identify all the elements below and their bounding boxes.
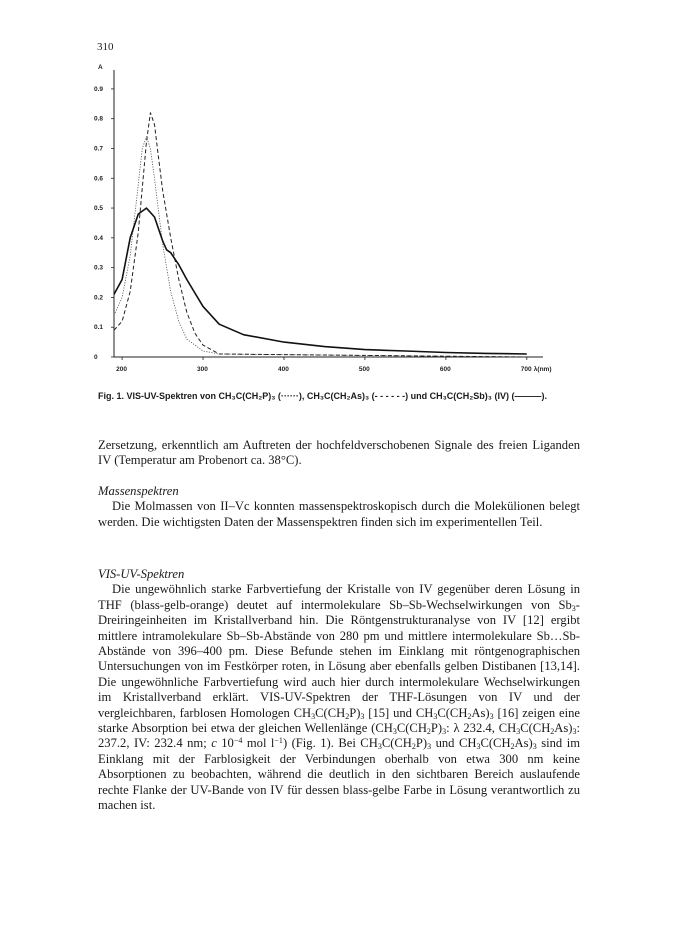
chart-ticks — [94, 86, 552, 373]
x-tick-label: 400 — [277, 366, 289, 373]
caption-label: Fig. 1. — [98, 391, 125, 401]
section-mass-spectra — [98, 484, 580, 530]
x-tick-label: 700 — [520, 366, 532, 373]
figure-caption — [98, 390, 588, 402]
paragraph-text: Die ungewöhnlich starke Farbvertiefung der Kristalle von IV gegenüber deren Lösung in THF (blass-gelb-orange) deutet auf intermolekulare Sb–Sb-Wechselwirkungen von $Sb_3$-Dreiringeinheiten im Kristallverband hin. Die Röntgenstrukturanalyse von IV [12] ergibt mittlere intramolekulare Sb–Sb-Abstände von 280 pm und mittlere intermolekulare Sb…Sb-Abstände von 396–400 pm. Diese Befunde stehen im Einklang mit röntgenographischen Untersuchungen von im Festkörper roten, in Lösung aber ebenfalls gelben Distibanen [13,14]. Die ungewöhnliche Farbvertiefung wird auch hier durch intermolekulare Wechselwirkungen im Kristallverband erklärt. VIS-UV-Spektren der THF-Lösungen von IV und der vergleichbaren, farblosen Homologen $CH_3C(CH_2P)_3$ [15] und $CH_3C(CH_2As)_3$ [16] zeigen eine starke Absorption bei etwa der gleichen Wellenlänge ($CH_3C(CH_2P)_3$: λ 232.4, $CH_3C(CH_2As)_3$: 237.2, IV: 232.4 nm; c $10^{-4}$ mol $l^{-1}$) (Fig. 1). Bei $CH_3C(CH_2P)_3$ und $CH_3C(CH_2As)_3$ sind im Einklang mit der Farblosigkeit der Verbindungen oberhalb von etwa 300 nm keine Absorptionen zu beobachten, während die deutlich in den sichtbaren Bereich auslaufende rechte Flanke der UV-Bande von IV für dessen blass-gelbe Farbe in Lösung verantwortlich zu machen ist. — [98, 582, 580, 813]
page-number: 310 — [97, 41, 114, 53]
chart-axes — [98, 64, 543, 357]
uv-vis-spectrum-chart — [88, 62, 558, 392]
x-tick-label: 600 — [439, 366, 451, 373]
section-heading: Massenspektren — [98, 484, 179, 498]
y-tick-label: 0.3 — [94, 264, 104, 272]
x-tick-label: 200 — [116, 366, 127, 373]
series-line-dashed — [114, 113, 527, 357]
y-tick-label: 0 — [94, 354, 98, 361]
y-tick-label: 0.2 — [94, 294, 104, 302]
x-axis-unit-label: λ(nm) — [533, 366, 552, 373]
series-line-dotted — [114, 137, 527, 357]
y-tick-label: 0.8 — [94, 115, 104, 123]
paragraph-text: Zersetzung, erkenntlich am Auftreten der hochfeldverschobenen Signale des freien Liganden IV (Temperatur am Probenort ca. 38°C). — [98, 438, 580, 468]
y-tick-label: 0.6 — [94, 175, 104, 183]
paragraph-continuation — [98, 438, 580, 469]
chart-series — [114, 113, 527, 357]
y-tick-label: 0.9 — [94, 85, 104, 93]
y-tick-label: 0.5 — [94, 205, 104, 213]
section-vis-uv-spectra — [98, 567, 580, 814]
y-tick-label: 0.1 — [94, 324, 104, 332]
x-tick-label: 500 — [358, 366, 370, 373]
y-axis-label: A — [98, 64, 103, 71]
x-tick-label: 300 — [197, 366, 208, 373]
caption-text: VIS-UV-Spektren von CH₃C(CH₂P)₃ (······), CH₃C(CH₂As)₃ (- - - - - -) und CH₃C(CH₂Sb)₃ (IV) (———). — [126, 391, 547, 401]
section-heading: VIS-UV-Spektren — [98, 567, 185, 581]
y-tick-label: 0.4 — [94, 234, 104, 242]
paragraph-text: Die Molmassen von II–Vc konnten massenspektroskopisch durch die Molekülionen belegt werden. Die wichtigsten Daten der Massenspektren finden sich im experimentellen Teil. — [98, 499, 580, 529]
series-line-solid — [114, 208, 527, 354]
y-tick-label: 0.7 — [94, 145, 104, 153]
